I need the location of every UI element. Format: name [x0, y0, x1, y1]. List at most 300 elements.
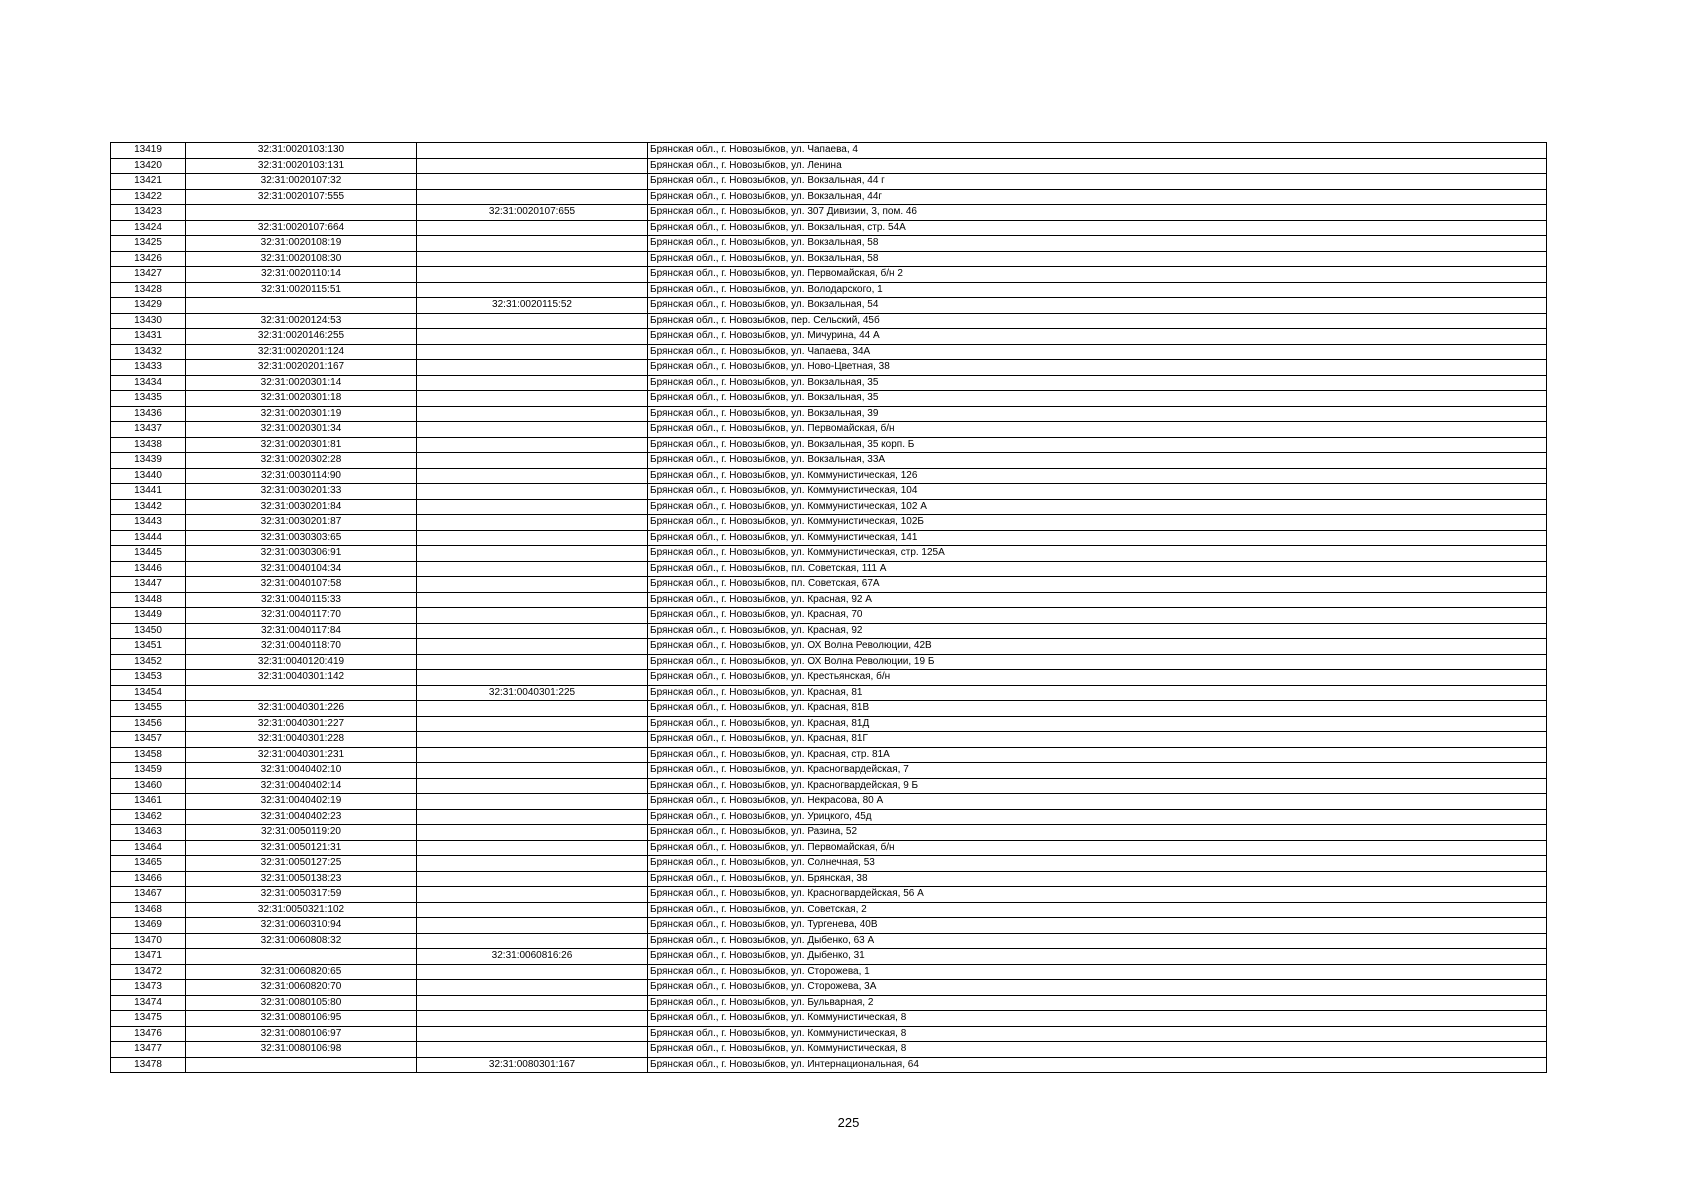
- cadastral-number-alt-cell: [417, 592, 648, 608]
- row-number-cell: 13432: [111, 344, 186, 360]
- cadastral-number-cell: 32:31:0040402:14: [186, 778, 417, 794]
- address-cell: Брянская обл., г. Новозыбков, ул. Мичурина, 44 А: [648, 329, 1547, 345]
- row-number-cell: 13468: [111, 902, 186, 918]
- table-row: [111, 778, 1547, 794]
- address-cell: Брянская обл., г. Новозыбков, ул. ОХ Волна Революции, 19 Б: [648, 654, 1547, 670]
- row-number-cell: 13459: [111, 763, 186, 779]
- cadastral-number-alt-cell: [417, 344, 648, 360]
- cadastral-number-cell: 32:31:0030201:84: [186, 499, 417, 515]
- cadastral-number-cell: 32:31:0040104:34: [186, 561, 417, 577]
- row-number-cell: 13473: [111, 980, 186, 996]
- table-row: [111, 685, 1547, 701]
- table-row: [111, 422, 1547, 438]
- table-row: [111, 918, 1547, 934]
- address-cell: Брянская обл., г. Новозыбков, ул. Коммунистическая, 8: [648, 1042, 1547, 1058]
- cadastral-number-cell: 32:31:0040402:10: [186, 763, 417, 779]
- address-cell: Брянская обл., г. Новозыбков, ул. Вокзальная, 35: [648, 375, 1547, 391]
- cadastral-number-cell: 32:31:0040301:226: [186, 701, 417, 717]
- address-cell: Брянская обл., г. Новозыбков, ул. Красная, 92: [648, 623, 1547, 639]
- cadastral-number-cell: 32:31:0080106:97: [186, 1026, 417, 1042]
- cadastral-number-alt-cell: 32:31:0060816:26: [417, 949, 648, 965]
- table-row: [111, 763, 1547, 779]
- row-number-cell: 13439: [111, 453, 186, 469]
- address-cell: Брянская обл., г. Новозыбков, ул. Красная, 81Д: [648, 716, 1547, 732]
- cadastral-number-cell: 32:31:0060310:94: [186, 918, 417, 934]
- row-number-cell: 13440: [111, 468, 186, 484]
- cadastral-number-cell: 32:31:0050317:59: [186, 887, 417, 903]
- address-cell: Брянская обл., г. Новозыбков, ул. Вокзальная, 35 корп. Б: [648, 437, 1547, 453]
- cadastral-number-cell: [186, 1057, 417, 1073]
- cadastral-number-alt-cell: [417, 329, 648, 345]
- cadastral-number-cell: 32:31:0050127:25: [186, 856, 417, 872]
- address-cell: Брянская обл., г. Новозыбков, ул. Сторожева, 3А: [648, 980, 1547, 996]
- address-cell: Брянская обл., г. Новозыбков, ул. Вокзальная, 35: [648, 391, 1547, 407]
- row-number-cell: 13469: [111, 918, 186, 934]
- row-number-cell: 13421: [111, 174, 186, 190]
- cadastral-number-alt-cell: [417, 964, 648, 980]
- cadastral-number-cell: 32:31:0040117:70: [186, 608, 417, 624]
- address-cell: Брянская обл., г. Новозыбков, ул. Первомайская, б/н: [648, 422, 1547, 438]
- table-row: [111, 1011, 1547, 1027]
- address-cell: Брянская обл., г. Новозыбков, ул. Вокзальная, 39: [648, 406, 1547, 422]
- address-cell: Брянская обл., г. Новозыбков, ул. Красная, стр. 81А: [648, 747, 1547, 763]
- table-row: [111, 236, 1547, 252]
- row-number-cell: 13455: [111, 701, 186, 717]
- cadastral-number-alt-cell: [417, 639, 648, 655]
- cadastral-number-cell: 32:31:0040117:84: [186, 623, 417, 639]
- cadastral-number-cell: 32:31:0020115:51: [186, 282, 417, 298]
- cadastral-number-alt-cell: [417, 1011, 648, 1027]
- cadastral-number-cell: 32:31:0020301:81: [186, 437, 417, 453]
- cadastral-number-cell: 32:31:0020201:124: [186, 344, 417, 360]
- address-cell: Брянская обл., г. Новозыбков, ул. Коммунистическая, 8: [648, 1011, 1547, 1027]
- cadastral-number-alt-cell: [417, 530, 648, 546]
- row-number-cell: 13441: [111, 484, 186, 500]
- cadastral-number-cell: 32:31:0020301:18: [186, 391, 417, 407]
- cadastral-number-alt-cell: [417, 933, 648, 949]
- cadastral-number-cell: 32:31:0020302:28: [186, 453, 417, 469]
- row-number-cell: 13470: [111, 933, 186, 949]
- cadastral-number-alt-cell: [417, 375, 648, 391]
- table-row: [111, 1042, 1547, 1058]
- row-number-cell: 13451: [111, 639, 186, 655]
- cadastral-number-cell: 32:31:0040402:23: [186, 809, 417, 825]
- cadastral-number-cell: 32:31:0030201:87: [186, 515, 417, 531]
- address-cell: Брянская обл., г. Новозыбков, ул. Вокзальная, 58: [648, 251, 1547, 267]
- row-number-cell: 13442: [111, 499, 186, 515]
- row-number-cell: 13477: [111, 1042, 186, 1058]
- row-number-cell: 13431: [111, 329, 186, 345]
- row-number-cell: 13475: [111, 1011, 186, 1027]
- table-row: [111, 794, 1547, 810]
- cadastral-number-cell: 32:31:0060808:32: [186, 933, 417, 949]
- table-row: [111, 592, 1547, 608]
- address-cell: Брянская обл., г. Новозыбков, ул. Урицкого, 45д: [648, 809, 1547, 825]
- cadastral-number-cell: 32:31:0030201:33: [186, 484, 417, 500]
- cadastral-number-alt-cell: [417, 1042, 648, 1058]
- row-number-cell: 13433: [111, 360, 186, 376]
- table-row: [111, 639, 1547, 655]
- cadastral-number-cell: 32:31:0040118:70: [186, 639, 417, 655]
- table-row: [111, 809, 1547, 825]
- table-row: [111, 484, 1547, 500]
- table-row: [111, 406, 1547, 422]
- table-row: [111, 251, 1547, 267]
- address-cell: Брянская обл., г. Новозыбков, ул. ОХ Волна Революции, 42В: [648, 639, 1547, 655]
- address-cell: Брянская обл., г. Новозыбков, ул. Брянская, 38: [648, 871, 1547, 887]
- row-number-cell: 13449: [111, 608, 186, 624]
- row-number-cell: 13446: [111, 561, 186, 577]
- row-number-cell: 13453: [111, 670, 186, 686]
- table-row: [111, 856, 1547, 872]
- address-cell: Брянская обл., г. Новозыбков, ул. Вокзальная, 44 г: [648, 174, 1547, 190]
- cadastral-number-alt-cell: [417, 391, 648, 407]
- row-number-cell: 13424: [111, 220, 186, 236]
- row-number-cell: 13452: [111, 654, 186, 670]
- table-row: [111, 344, 1547, 360]
- registry-table-body: [111, 143, 1547, 1073]
- cadastral-number-cell: 32:31:0020301:14: [186, 375, 417, 391]
- row-number-cell: 13430: [111, 313, 186, 329]
- row-number-cell: 13467: [111, 887, 186, 903]
- cadastral-number-cell: 32:31:0020110:14: [186, 267, 417, 283]
- cadastral-number-alt-cell: [417, 453, 648, 469]
- cadastral-number-cell: 32:31:0050138:23: [186, 871, 417, 887]
- table-row: [111, 375, 1547, 391]
- table-row: [111, 298, 1547, 314]
- cadastral-number-cell: 32:31:0020108:30: [186, 251, 417, 267]
- table-row: [111, 747, 1547, 763]
- cadastral-number-alt-cell: [417, 313, 648, 329]
- table-row: [111, 267, 1547, 283]
- cadastral-number-cell: 32:31:0060820:65: [186, 964, 417, 980]
- address-cell: Брянская обл., г. Новозыбков, ул. Чапаева, 4: [648, 143, 1547, 159]
- address-cell: Брянская обл., г. Новозыбков, ул. Красногвардейская, 56 А: [648, 887, 1547, 903]
- address-cell: Брянская обл., г. Новозыбков, ул. Коммунистическая, 102 А: [648, 499, 1547, 515]
- page-number: 225: [837, 1115, 860, 1130]
- cadastral-number-alt-cell: [417, 887, 648, 903]
- row-number-cell: 13428: [111, 282, 186, 298]
- cadastral-number-cell: 32:31:0040107:58: [186, 577, 417, 593]
- cadastral-number-alt-cell: [417, 670, 648, 686]
- address-cell: Брянская обл., г. Новозыбков, ул. Сторожева, 1: [648, 964, 1547, 980]
- address-cell: Брянская обл., г. Новозыбков, ул. Красная, 81: [648, 685, 1547, 701]
- row-number-cell: 13463: [111, 825, 186, 841]
- cadastral-number-cell: 32:31:0050119:20: [186, 825, 417, 841]
- cadastral-number-alt-cell: [417, 468, 648, 484]
- row-number-cell: 13420: [111, 158, 186, 174]
- row-number-cell: 13474: [111, 995, 186, 1011]
- cadastral-number-cell: [186, 949, 417, 965]
- table-row: [111, 468, 1547, 484]
- row-number-cell: 13427: [111, 267, 186, 283]
- address-cell: Брянская обл., г. Новозыбков, ул. Советская, 2: [648, 902, 1547, 918]
- table-row: [111, 391, 1547, 407]
- address-cell: Брянская обл., г. Новозыбков, ул. Красногвардейская, 9 Б: [648, 778, 1547, 794]
- table-row: [111, 716, 1547, 732]
- cadastral-number-alt-cell: [417, 840, 648, 856]
- address-cell: Брянская обл., г. Новозыбков, ул. Разина, 52: [648, 825, 1547, 841]
- cadastral-number-cell: 32:31:0080106:98: [186, 1042, 417, 1058]
- cadastral-number-cell: [186, 685, 417, 701]
- cadastral-number-alt-cell: [417, 608, 648, 624]
- cadastral-number-alt-cell: [417, 747, 648, 763]
- address-cell: Брянская обл., г. Новозыбков, ул. Коммунистическая, 102Б: [648, 515, 1547, 531]
- row-number-cell: 13460: [111, 778, 186, 794]
- table-row: [111, 282, 1547, 298]
- address-cell: Брянская обл., г. Новозыбков, ул. Красная, 92 А: [648, 592, 1547, 608]
- cadastral-number-alt-cell: [417, 654, 648, 670]
- address-cell: Брянская обл., г. Новозыбков, ул. Первомайская, б/н 2: [648, 267, 1547, 283]
- row-number-cell: 13476: [111, 1026, 186, 1042]
- row-number-cell: 13423: [111, 205, 186, 221]
- cadastral-number-cell: 32:31:0040115:33: [186, 592, 417, 608]
- cadastral-number-cell: 32:31:0020108:19: [186, 236, 417, 252]
- row-number-cell: 13447: [111, 577, 186, 593]
- row-number-cell: 13454: [111, 685, 186, 701]
- table-row: [111, 561, 1547, 577]
- cadastral-number-alt-cell: [417, 825, 648, 841]
- address-cell: Брянская обл., г. Новозыбков, ул. Коммунистическая, 8: [648, 1026, 1547, 1042]
- cadastral-number-cell: [186, 298, 417, 314]
- table-row: [111, 174, 1547, 190]
- cadastral-number-alt-cell: 32:31:0020115:52: [417, 298, 648, 314]
- cadastral-number-alt-cell: [417, 546, 648, 562]
- cadastral-number-alt-cell: [417, 236, 648, 252]
- cadastral-number-alt-cell: [417, 515, 648, 531]
- cadastral-number-alt-cell: [417, 484, 648, 500]
- cadastral-number-alt-cell: 32:31:0080301:167: [417, 1057, 648, 1073]
- row-number-cell: 13464: [111, 840, 186, 856]
- cadastral-number-cell: 32:31:0020146:255: [186, 329, 417, 345]
- table-row: [111, 933, 1547, 949]
- address-cell: Брянская обл., г. Новозыбков, ул. Коммунистическая, 141: [648, 530, 1547, 546]
- row-number-cell: 13422: [111, 189, 186, 205]
- address-cell: Брянская обл., г. Новозыбков, ул. Красногвардейская, 7: [648, 763, 1547, 779]
- table-row: [111, 871, 1547, 887]
- cadastral-number-cell: 32:31:0020301:19: [186, 406, 417, 422]
- address-cell: Брянская обл., г. Новозыбков, ул. Володарского, 1: [648, 282, 1547, 298]
- row-number-cell: 13448: [111, 592, 186, 608]
- address-cell: Брянская обл., г. Новозыбков, ул. Бульварная, 2: [648, 995, 1547, 1011]
- cadastral-number-alt-cell: 32:31:0040301:225: [417, 685, 648, 701]
- cadastral-number-cell: 32:31:0030303:65: [186, 530, 417, 546]
- table-row: [111, 530, 1547, 546]
- cadastral-number-alt-cell: [417, 437, 648, 453]
- address-cell: Брянская обл., г. Новозыбков, ул. Вокзальная, 44г: [648, 189, 1547, 205]
- address-cell: Брянская обл., г. Новозыбков, ул. Красная, 81В: [648, 701, 1547, 717]
- table-row: [111, 329, 1547, 345]
- cadastral-number-cell: 32:31:0020107:32: [186, 174, 417, 190]
- address-cell: Брянская обл., г. Новозыбков, пл. Советская, 111 А: [648, 561, 1547, 577]
- cadastral-number-cell: 32:31:0020103:130: [186, 143, 417, 159]
- table-row: [111, 623, 1547, 639]
- row-number-cell: 13436: [111, 406, 186, 422]
- cadastral-number-cell: 32:31:0040402:19: [186, 794, 417, 810]
- address-cell: Брянская обл., г. Новозыбков, ул. Красная, 81Г: [648, 732, 1547, 748]
- row-number-cell: 13462: [111, 809, 186, 825]
- table-row: [111, 840, 1547, 856]
- row-number-cell: 13435: [111, 391, 186, 407]
- cadastral-number-alt-cell: [417, 499, 648, 515]
- row-number-cell: 13438: [111, 437, 186, 453]
- table-row: [111, 1026, 1547, 1042]
- cadastral-number-cell: 32:31:0020301:34: [186, 422, 417, 438]
- registry-table-container: [110, 142, 1546, 1073]
- address-cell: Брянская обл., г. Новозыбков, ул. Коммунистическая, 104: [648, 484, 1547, 500]
- table-row: [111, 964, 1547, 980]
- address-cell: Брянская обл., г. Новозыбков, ул. Тургенева, 40В: [648, 918, 1547, 934]
- table-row: [111, 608, 1547, 624]
- address-cell: Брянская обл., г. Новозыбков, ул. Коммунистическая, стр. 125А: [648, 546, 1547, 562]
- row-number-cell: 13426: [111, 251, 186, 267]
- cadastral-number-cell: 32:31:0080106:95: [186, 1011, 417, 1027]
- cadastral-number-cell: 32:31:0080105:80: [186, 995, 417, 1011]
- table-row: [111, 360, 1547, 376]
- address-cell: Брянская обл., г. Новозыбков, ул. Ленина: [648, 158, 1547, 174]
- address-cell: Брянская обл., г. Новозыбков, ул. Красная, 70: [648, 608, 1547, 624]
- row-number-cell: 13429: [111, 298, 186, 314]
- table-row: [111, 189, 1547, 205]
- address-cell: Брянская обл., г. Новозыбков, ул. Солнечная, 53: [648, 856, 1547, 872]
- table-row: [111, 980, 1547, 996]
- cadastral-number-cell: 32:31:0020107:555: [186, 189, 417, 205]
- cadastral-number-cell: 32:31:0040301:142: [186, 670, 417, 686]
- address-cell: Брянская обл., г. Новозыбков, пер. Сельский, 45б: [648, 313, 1547, 329]
- row-number-cell: 13450: [111, 623, 186, 639]
- address-cell: Брянская обл., г. Новозыбков, ул. Чапаева, 34А: [648, 344, 1547, 360]
- cadastral-number-alt-cell: [417, 902, 648, 918]
- cadastral-number-cell: 32:31:0020107:664: [186, 220, 417, 236]
- address-cell: Брянская обл., г. Новозыбков, ул. Коммунистическая, 126: [648, 468, 1547, 484]
- table-row: [111, 313, 1547, 329]
- cadastral-number-alt-cell: [417, 623, 648, 639]
- address-cell: Брянская обл., г. Новозыбков, ул. Вокзальная, 54: [648, 298, 1547, 314]
- table-row: [111, 1057, 1547, 1073]
- cadastral-number-cell: 32:31:0040301:231: [186, 747, 417, 763]
- cadastral-number-alt-cell: [417, 918, 648, 934]
- cadastral-number-alt-cell: [417, 809, 648, 825]
- table-row: [111, 732, 1547, 748]
- row-number-cell: 13456: [111, 716, 186, 732]
- cadastral-number-cell: 32:31:0060820:70: [186, 980, 417, 996]
- row-number-cell: 13457: [111, 732, 186, 748]
- row-number-cell: 13443: [111, 515, 186, 531]
- table-row: [111, 437, 1547, 453]
- table-row: [111, 577, 1547, 593]
- table-row: [111, 995, 1547, 1011]
- cadastral-number-alt-cell: [417, 174, 648, 190]
- table-row: [111, 949, 1547, 965]
- cadastral-number-cell: 32:31:0020124:53: [186, 313, 417, 329]
- address-cell: Брянская обл., г. Новозыбков, ул. Дыбенко, 31: [648, 949, 1547, 965]
- cadastral-number-alt-cell: [417, 763, 648, 779]
- row-number-cell: 13445: [111, 546, 186, 562]
- cadastral-number-alt-cell: 32:31:0020107:655: [417, 205, 648, 221]
- table-row: [111, 515, 1547, 531]
- address-cell: Брянская обл., г. Новозыбков, ул. Вокзальная, 58: [648, 236, 1547, 252]
- cadastral-number-cell: 32:31:0030114:90: [186, 468, 417, 484]
- cadastral-number-alt-cell: [417, 778, 648, 794]
- table-row: [111, 887, 1547, 903]
- cadastral-number-alt-cell: [417, 871, 648, 887]
- cadastral-number-cell: 32:31:0020103:131: [186, 158, 417, 174]
- row-number-cell: 13434: [111, 375, 186, 391]
- row-number-cell: 13471: [111, 949, 186, 965]
- cadastral-number-alt-cell: [417, 143, 648, 159]
- row-number-cell: 13472: [111, 964, 186, 980]
- address-cell: Брянская обл., г. Новозыбков, пл. Советская, 67А: [648, 577, 1547, 593]
- row-number-cell: 13466: [111, 871, 186, 887]
- table-row: [111, 205, 1547, 221]
- table-row: [111, 453, 1547, 469]
- address-cell: Брянская обл., г. Новозыбков, ул. 307 Дивизии, 3, пом. 46: [648, 205, 1547, 221]
- cadastral-number-alt-cell: [417, 422, 648, 438]
- table-row: [111, 499, 1547, 515]
- cadastral-number-cell: 32:31:0020201:167: [186, 360, 417, 376]
- row-number-cell: 13461: [111, 794, 186, 810]
- cadastral-number-alt-cell: [417, 716, 648, 732]
- cadastral-number-alt-cell: [417, 360, 648, 376]
- address-cell: Брянская обл., г. Новозыбков, ул. Вокзальная, 33А: [648, 453, 1547, 469]
- table-row: [111, 220, 1547, 236]
- cadastral-number-alt-cell: [417, 856, 648, 872]
- table-row: [111, 654, 1547, 670]
- cadastral-number-alt-cell: [417, 189, 648, 205]
- cadastral-number-cell: 32:31:0040301:228: [186, 732, 417, 748]
- cadastral-number-alt-cell: [417, 282, 648, 298]
- address-cell: Брянская обл., г. Новозыбков, ул. Интернациональная, 64: [648, 1057, 1547, 1073]
- cadastral-number-alt-cell: [417, 158, 648, 174]
- address-cell: Брянская обл., г. Новозыбков, ул. Дыбенко, 63 А: [648, 933, 1547, 949]
- cadastral-number-cell: 32:31:0040301:227: [186, 716, 417, 732]
- row-number-cell: 13437: [111, 422, 186, 438]
- cadastral-number-alt-cell: [417, 980, 648, 996]
- registry-table: [110, 142, 1547, 1073]
- cadastral-number-cell: [186, 205, 417, 221]
- address-cell: Брянская обл., г. Новозыбков, ул. Ново-Цветная, 38: [648, 360, 1547, 376]
- table-row: [111, 158, 1547, 174]
- table-row: [111, 701, 1547, 717]
- row-number-cell: 13419: [111, 143, 186, 159]
- cadastral-number-alt-cell: [417, 220, 648, 236]
- table-row: [111, 670, 1547, 686]
- address-cell: Брянская обл., г. Новозыбков, ул. Некрасова, 80 А: [648, 794, 1547, 810]
- cadastral-number-alt-cell: [417, 701, 648, 717]
- row-number-cell: 13425: [111, 236, 186, 252]
- table-row: [111, 143, 1547, 159]
- cadastral-number-alt-cell: [417, 1026, 648, 1042]
- address-cell: Брянская обл., г. Новозыбков, ул. Крестьянская, б/н: [648, 670, 1547, 686]
- cadastral-number-alt-cell: [417, 732, 648, 748]
- cadastral-number-alt-cell: [417, 577, 648, 593]
- address-cell: Брянская обл., г. Новозыбков, ул. Вокзальная, стр. 54А: [648, 220, 1547, 236]
- cadastral-number-alt-cell: [417, 267, 648, 283]
- cadastral-number-cell: 32:31:0050321:102: [186, 902, 417, 918]
- table-row: [111, 902, 1547, 918]
- row-number-cell: 13478: [111, 1057, 186, 1073]
- table-row: [111, 825, 1547, 841]
- cadastral-number-alt-cell: [417, 995, 648, 1011]
- cadastral-number-cell: 32:31:0040120:419: [186, 654, 417, 670]
- cadastral-number-cell: 32:31:0050121:31: [186, 840, 417, 856]
- address-cell: Брянская обл., г. Новозыбков, ул. Первомайская, б/н: [648, 840, 1547, 856]
- row-number-cell: 13458: [111, 747, 186, 763]
- row-number-cell: 13465: [111, 856, 186, 872]
- table-row: [111, 546, 1547, 562]
- cadastral-number-alt-cell: [417, 251, 648, 267]
- cadastral-number-alt-cell: [417, 561, 648, 577]
